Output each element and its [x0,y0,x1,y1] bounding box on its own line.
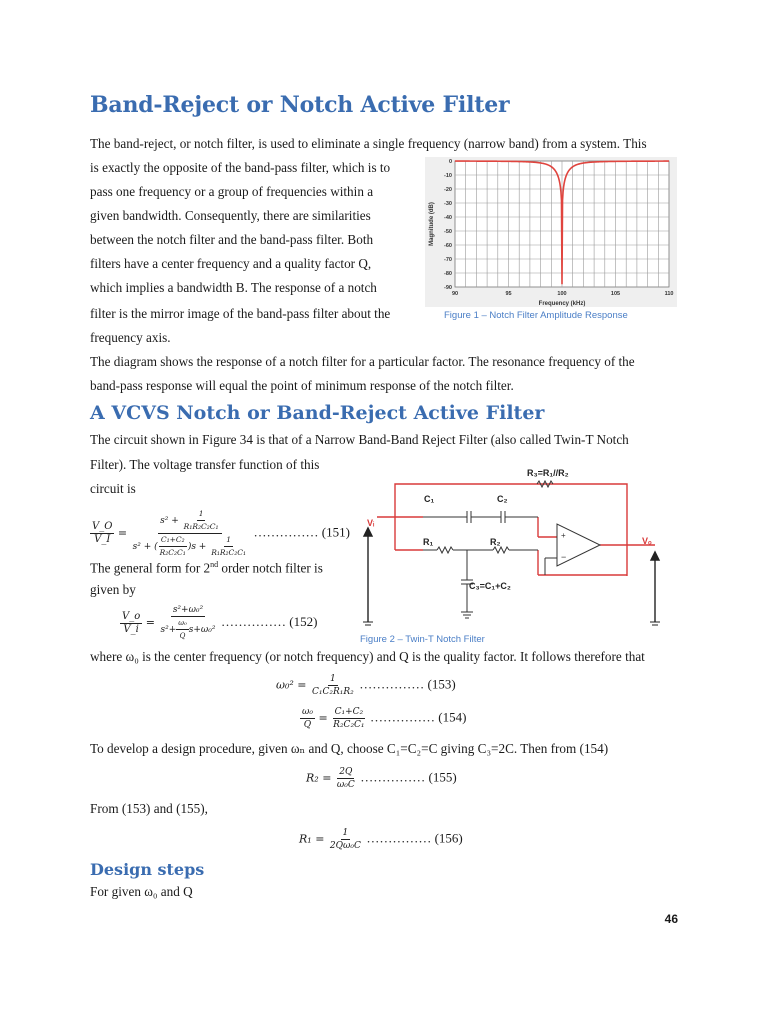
r2-label: R₂ [490,537,501,547]
eq151-den-frac1-num: C₁+C₂ [159,534,187,547]
design-steps-text: For given ω₀ and Q [90,884,193,899]
c2-label: C₂ [497,494,508,504]
intro-line-11: band-pass response will equal the point of minimum response of the notch filter. [90,378,514,393]
design-procedure-text: To develop a design procedure, given ωₙ and Q, choose C₁=C₂=C giving C₃=2C. Then from (154) [90,741,609,756]
eq156-tag: …………… (156) [366,830,463,846]
op-amp-minus: − [561,552,567,562]
eq152-lhs-num: V_o [122,610,141,622]
section2-line-3: circuit is [90,481,136,496]
c3-label: C₃=C₁+C₂ [469,581,511,591]
x-tick-label: 90 [451,291,459,297]
y-tick-label: -40 [444,215,452,221]
intro-line-2: is exactly the opposite of the band-pass filter, which is to [90,160,391,175]
eq156-lhs: R₁ = [299,832,325,846]
figure-2-caption: Figure 2 – Twin-T Notch Filter [360,634,485,645]
eq153-num: 1 [330,674,336,684]
x-tick-label: 105 [610,291,621,297]
eq156-num: 1 [342,828,349,838]
intro-line-4: given bandwidth. Consequently, there are similarities [90,208,371,223]
eq154-den: R₂C₂C₁ [333,720,365,730]
intro-line-9: frequency axis. [90,330,171,345]
equation-154: $\frac{\text{ω₀}}{Q}$ = $\frac{\text{C₁+C₂}}{\text{R₂C₂C₁}}$ …………… (154) [302,707,467,730]
intro-line-3: pass one frequency or a group of frequencies within a [90,184,374,199]
y-axis-label: Magnitude (dB) [429,202,435,246]
section2-line-1: The circuit shown in Figure 34 is that of a Narrow Band-Band Reject Filter (also called Twin-T Notch [90,432,629,447]
eq155-lhs: R₂ = [306,771,332,785]
eq151-lhs-num: V_O [92,521,113,532]
vo-arrow [650,552,660,625]
intro-line-7: which implies a bandwidth B. The response of a notch [90,280,377,295]
eq154-tag: …………… (154) [370,709,467,725]
design-steps-title: Design steps [90,860,205,879]
eq152-den-b: s+ω₀² [188,625,216,635]
general-form-text: The general form for 2 [90,560,211,576]
figure-2 [355,462,680,638]
y-tick-label: -20 [444,187,452,193]
eq151-lhs-den: V_I [94,534,111,545]
eq152-num: s²+ω₀² [172,605,204,615]
eq153-den: C₁C₂R₁R₂ [312,687,354,697]
from-text: From (153) and (155), [90,801,208,816]
twin-t-circuit [355,462,680,638]
eq151-tag: …………… (151) [253,524,350,540]
section2-line-5: given by [90,582,136,597]
eq152-den-frac-num: ω₀ [176,617,189,630]
vi-label: Vᵢ [367,518,375,528]
intro-line-5: between the notch filter and the band-pass filter. Both [90,232,374,247]
eq151-den-frac1-den: R₂C₂C₁ [159,548,186,557]
center-frequency-text: where ω₀ is the center frequency (or notch frequency) and Q is the quality factor. It follows therefore that [90,649,645,664]
y-tick-label: -50 [444,229,452,235]
eq151-num-a: s² + [160,516,182,526]
eq155-num: 2Q [339,767,353,777]
eq151-den-a: s² + ( [132,542,158,552]
eq154-lhs-num: ω₀ [302,707,313,717]
eq152-den-frac-den: Q [179,632,186,640]
intro-line-1: The band-reject, or notch filter, is used to eliminate a single frequency (narrow band) from a system. This [90,136,647,151]
c1-label: C₁ [424,494,435,504]
eq151-den-b: )s + [187,542,210,552]
general-form-sup: nd [210,560,219,569]
circuit-wires [377,484,655,576]
vo-label: Vₒ [642,536,652,546]
eq153-lhs: ω₀² = [276,678,307,692]
vi-arrow [363,528,373,625]
y-tick-label: -80 [444,271,452,277]
general-form-text-end: order notch filter is [218,560,323,576]
x-tick-label: 110 [664,291,674,297]
section2-line-4 [90,557,323,576]
x-axis-label: Frequency (kHz) [538,301,586,307]
y-tick-label: -90 [444,285,452,291]
eq156-den: 2Qω₀C [329,841,361,851]
capacitor-branch [423,481,553,618]
eq151-num-frac-den: R₁R₂C₂C₁ [183,522,219,531]
intro-line-8: filter is the mirror image of the band-pass filter about the [90,306,391,321]
y-tick-label: -60 [444,243,452,249]
intro-line-6: filters have a center frequency and a quality factor Q, [90,256,372,271]
eq151-num-frac-num: 1 [197,508,206,521]
intro-line-10: The diagram shows the response of a notch filter for a particular factor. The resonance frequency of the [90,354,635,369]
figure-1-caption: Figure 1 – Notch Filter Amplitude Response [444,310,628,321]
section2-line-2: Filter). The voltage transfer function of this [90,457,320,472]
equation-155 [306,766,457,791]
equation-151: $\frac{V\_O}{V\_I}$ = s² + $\frac{1}{\text{R₁R₂C₂C₁}}$ s² + ( $\frac{\text{C₁+C₂}}{\text{R₂C₂C₁}}$ )s + $\frac{1}{\text{R₁R₂C₂C₁}}$ …………… (151) [92,509,350,557]
page-title: Band-Reject or Notch Active Filter [90,92,510,118]
op-amp-plus: + [561,531,566,540]
r1-label: R₁ [423,537,434,547]
eq155-den: ω₀C [336,780,355,790]
eq155-tag: …………… (155) [360,769,457,785]
eq152-tag: …………… (152) [220,614,318,629]
y-tick-label: -70 [444,257,452,263]
eq153-tag: …………… (153) [359,676,456,692]
y-tick-label: 0 [448,159,452,165]
equation-153 [276,673,456,698]
figure-1 [425,157,677,307]
page-number: 46 [664,912,678,926]
notch-response-chart [425,157,677,307]
eq152-den-a: s²+ [160,625,177,635]
eq154-num: C₁+C₂ [334,707,364,717]
r3-label: R₃=R₁//R₂ [527,468,569,478]
eq151-den-frac2-den: R₁R₂C₂C₁ [211,548,247,557]
equation-156 [299,827,463,852]
y-tick-label: -30 [444,201,452,207]
eq152-lhs-den: V_i [123,623,139,635]
equation-152: $\frac{V\_o}{V\_i}$ = s²+ω₀² s²+ $\frac{\text{ω₀}}{Q}$ s+ω₀² …………… (152) [122,605,318,640]
section-title: A VCVS Notch or Band-Reject Active Filter [90,402,545,424]
eq154-lhs-den: Q [303,720,312,730]
x-tick-label: 95 [505,291,512,297]
y-tick-label: -10 [444,173,452,179]
x-tick-label: 100 [557,291,567,297]
eq151-den-frac2-num: 1 [224,534,233,547]
